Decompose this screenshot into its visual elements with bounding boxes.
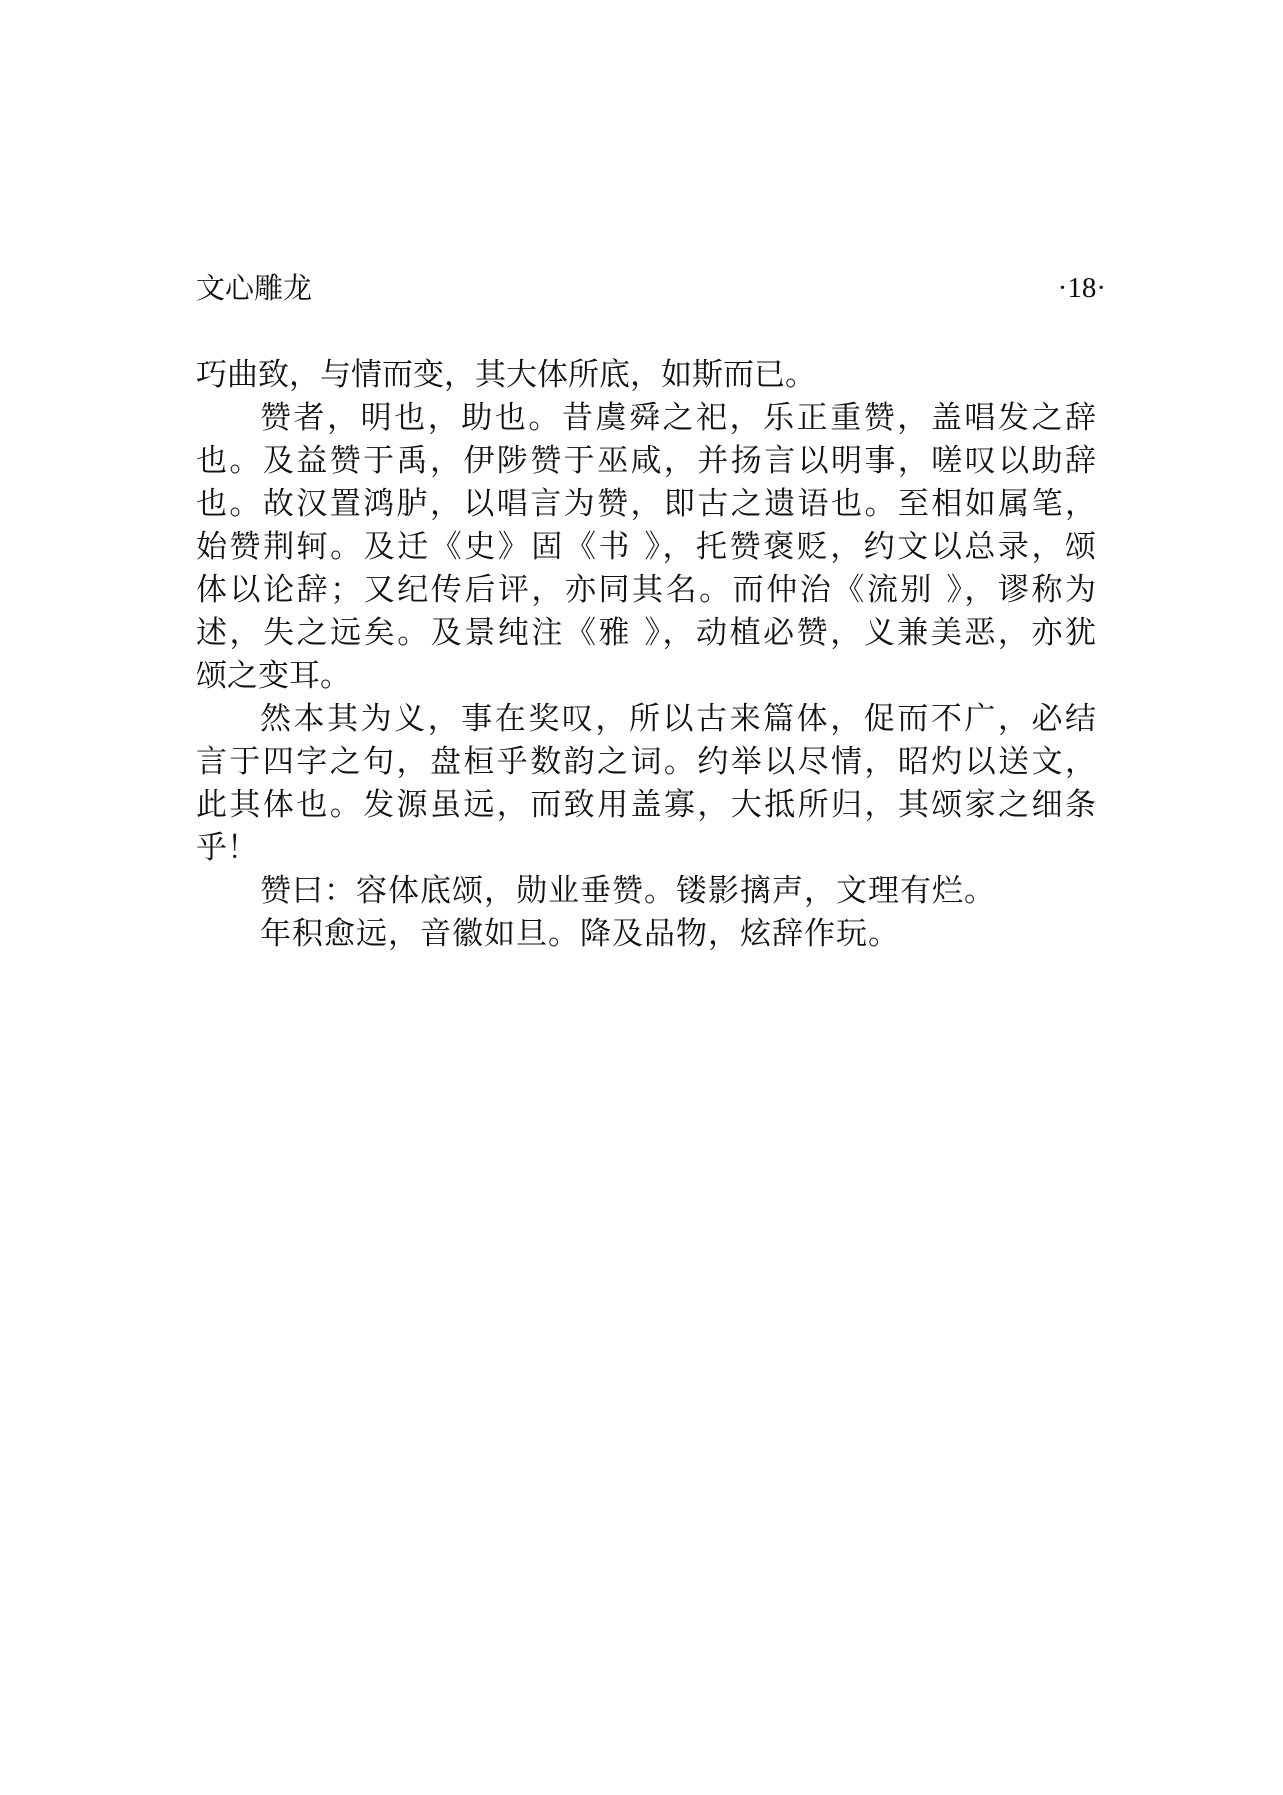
paragraph-continuation [196,354,1096,397]
text-line: 始赞荆轲。及迁《史》固《书 》，托赞褒贬，约文以总录，颂 [196,529,1096,565]
text-line: 也。故汉置鸿胪，以唱言为赞，即古之遗语也。至相如属笔， [196,486,1096,522]
paragraph-zan-definition [196,397,1096,698]
text-line: 巧曲致，与情而变，其大体所底，如斯而已。 [196,357,816,393]
text-line: 赞者，明也，助也。昔虞舜之祀，乐正重赞，盖唱发之辞 [260,400,1096,436]
text-line: 体以论辞；又纪传后评，亦同其名。而仲治《流别 》，谬称为 [196,572,1096,608]
paragraph-zan-form [196,698,1096,870]
text-line: 此其体也。发源虽远，而致用盖寡，大抵所归，其颂家之细条 [196,787,1096,823]
text-line: 颂之变耳。 [196,658,351,694]
text-line: 述，失之远矣。及景纯注《雅 》，动植必赞，义兼美恶，亦犹 [196,615,1096,651]
paragraph-zan-verse [196,870,1096,956]
page-header [196,268,1106,308]
page-number: ·18· [1057,272,1106,304]
text-line: 言于四字之句，盘桓乎数韵之词。约举以尽情，昭灼以送文， [196,744,1096,780]
book-title: 文心雕龙 [196,271,313,305]
verse-line: 年积愈远，音徽如旦。降及品物，炫辞作玩。 [260,916,900,952]
text-line: 也。及益赞于禹，伊陟赞于巫咸，并扬言以明事，嗟叹以助辞 [196,443,1096,479]
verse-line: 赞曰：容体底颂，勋业垂赞。镂影摛声，文理有烂。 [260,873,996,909]
text-line: 乎！ [196,830,258,866]
body-text [196,354,1096,956]
text-line: 然本其为义，事在奖叹，所以古来篇体，促而不广，必结 [260,701,1096,737]
